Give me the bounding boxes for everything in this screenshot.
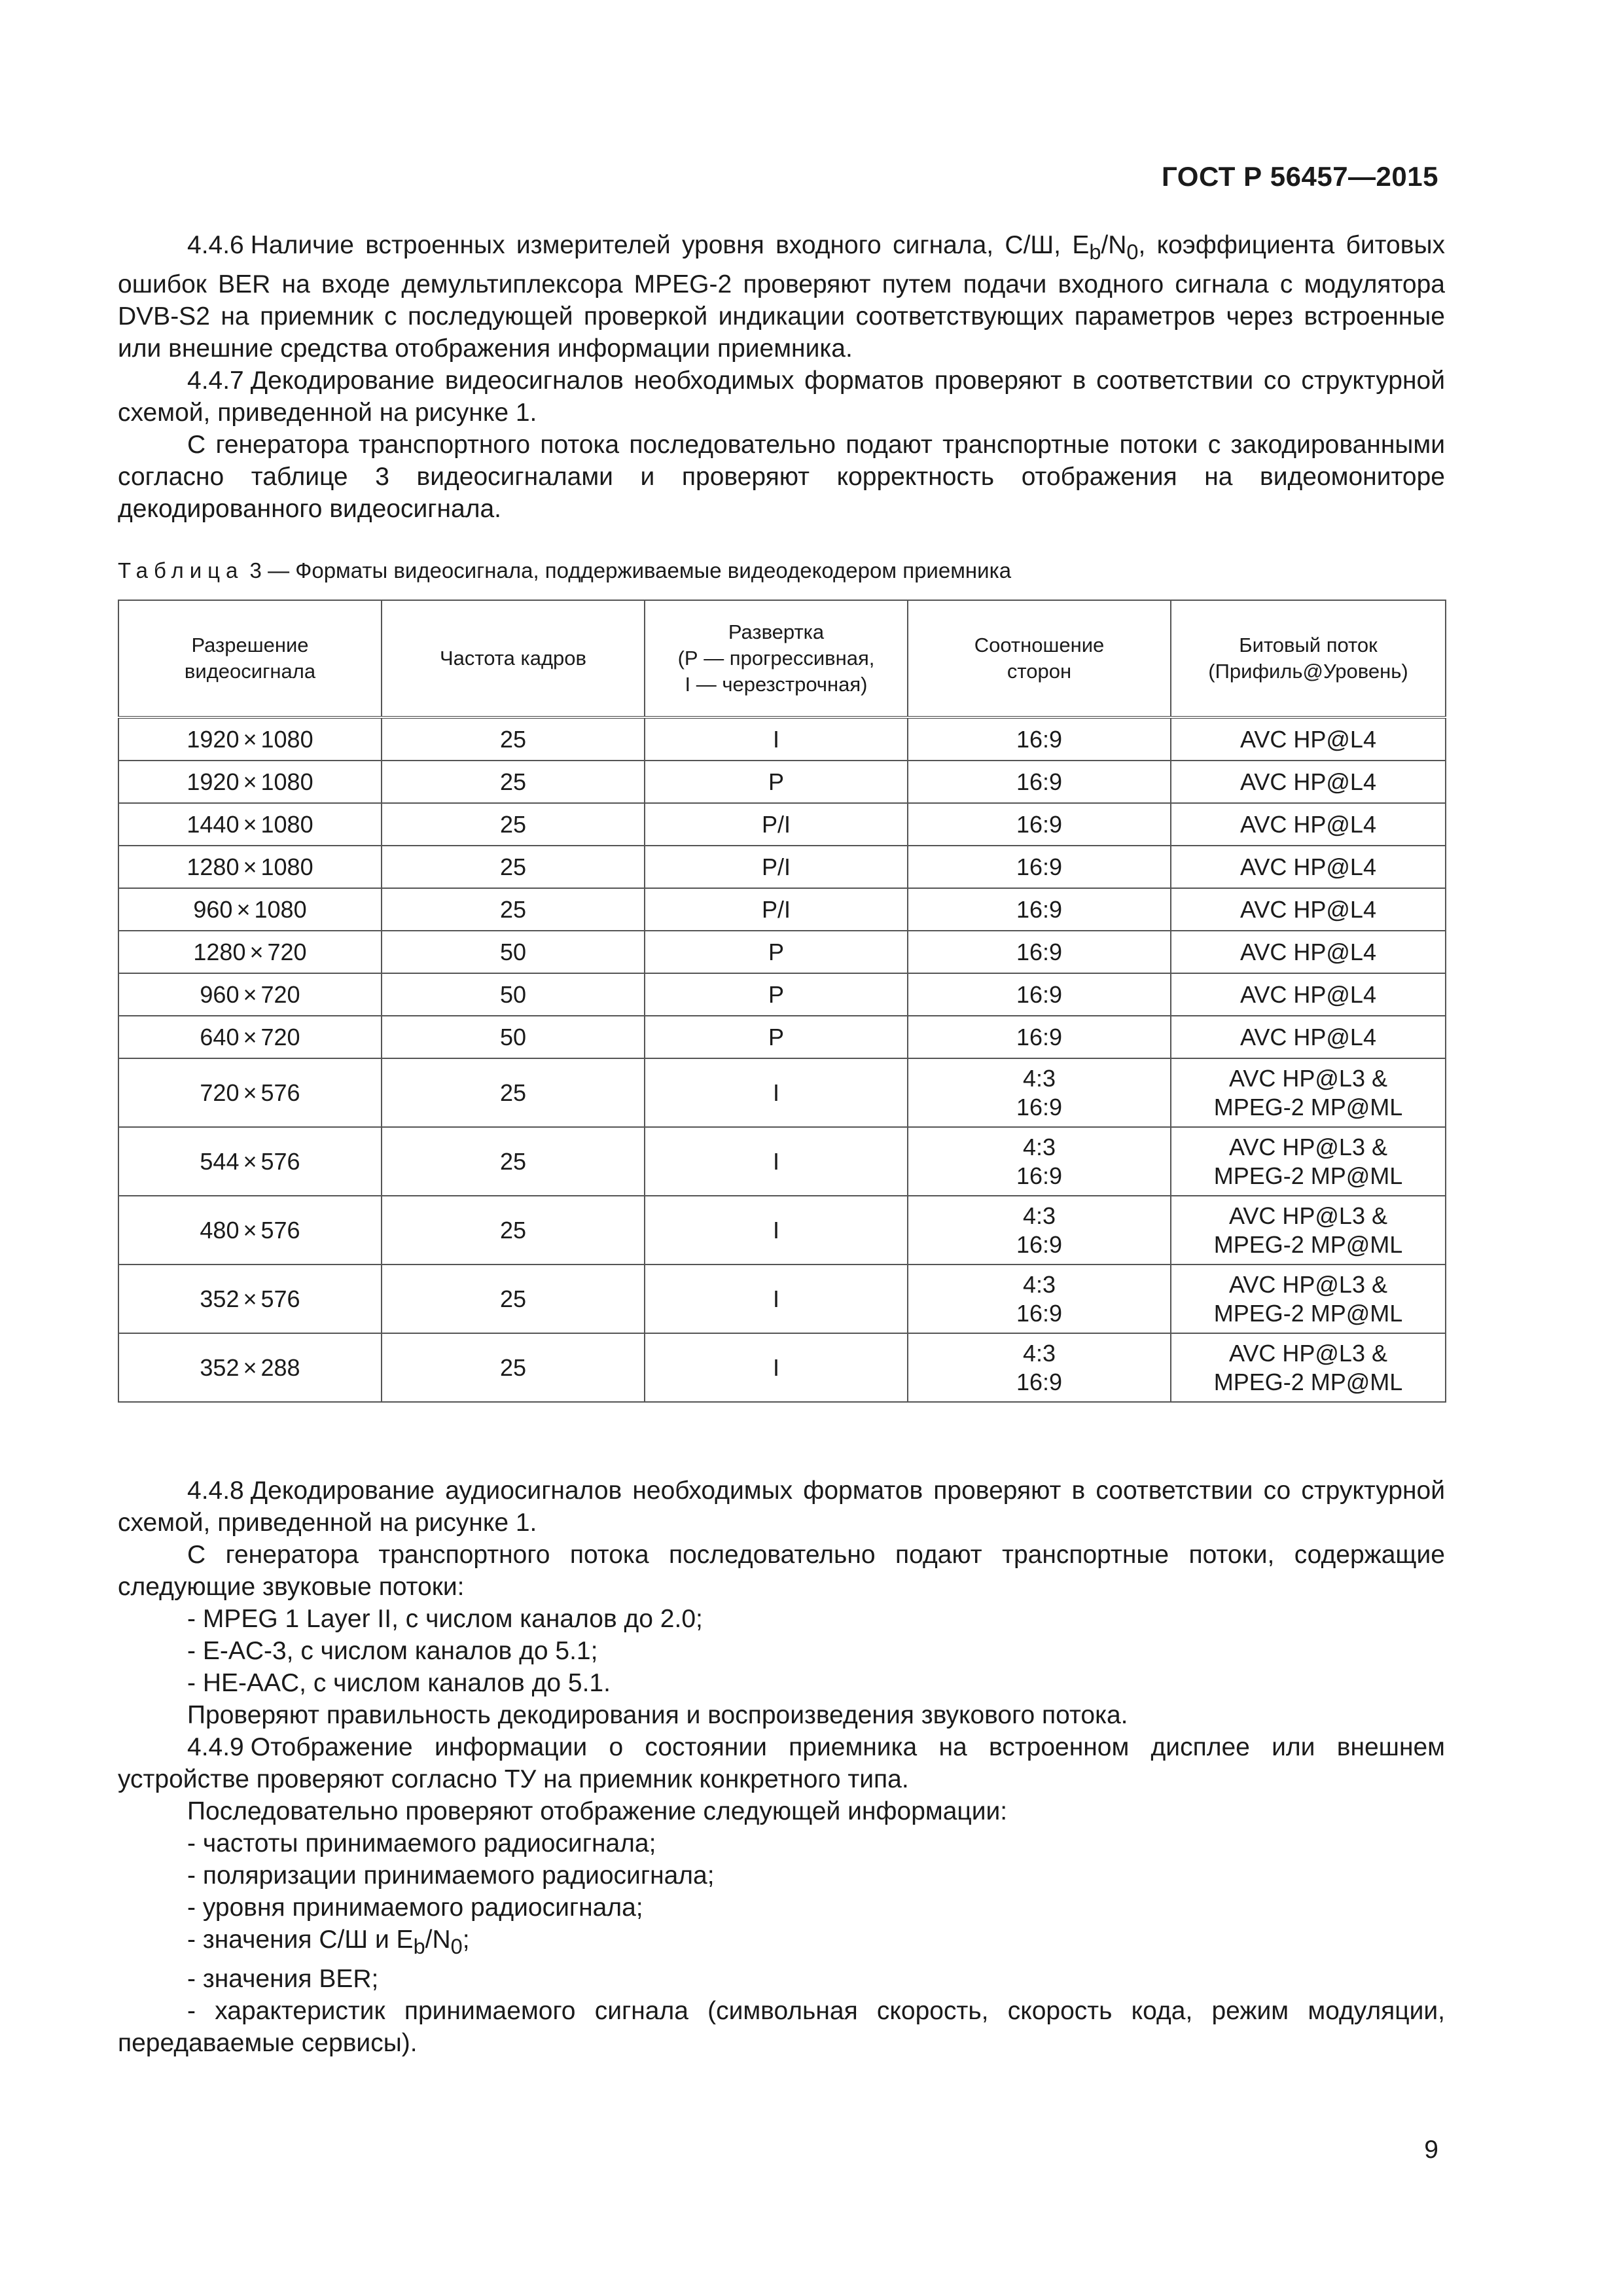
aspect-cell: 16:9 [908, 803, 1171, 846]
clause-number: 4.4.6 [187, 231, 244, 259]
table-row [118, 973, 1446, 1016]
header-bitstream: Битовый поток (Прифиль@Уровень) [1171, 600, 1446, 717]
aspect-cell: 4:3 16:9 [908, 1265, 1171, 1333]
paragraph-4-4-7: 4.4.7 Декодирование видеосигналов необходимых форматов проверяют в соответствии со структурной схемой, приведенной на рисунке 1. [118, 366, 1445, 427]
table-row [118, 1196, 1446, 1265]
aspect-cell: 16:9 [908, 931, 1171, 973]
frame-rate-cell: 25 [382, 1196, 645, 1265]
list-item-last: - характеристик принимаемого сигнала (символьная скорость, скорость кода, режим модуляции, передаваемые сервисы). [118, 1996, 1445, 2057]
scan-cell: I [645, 1265, 908, 1333]
resolution-cell: 1280 × 1080 [118, 846, 382, 888]
aspect-cell: 4:3 16:9 [908, 1127, 1171, 1196]
profile-cell: AVC HP@L3 & MPEG-2 MP@ML [1171, 1196, 1446, 1265]
table-caption-word: Таблица [118, 558, 244, 583]
bottom-text-block [118, 1475, 1445, 2059]
resolution-cell: 1280 × 720 [118, 931, 382, 973]
scan-cell: I [645, 1333, 908, 1402]
paragraph-4-4-9: 4.4.9 Отображение информации о состоянии приемника на встроенном дисплее или внешнем устройстве проверяют согласно ТУ на приемник конкретного типа. [118, 1733, 1445, 1793]
resolution-cell: 1920 × 1080 [118, 761, 382, 803]
resolution-cell: 544 × 576 [118, 1127, 382, 1196]
profile-cell: AVC HP@L4 [1171, 717, 1446, 761]
profile-cell: AVC HP@L3 & MPEG-2 MP@ML [1171, 1058, 1446, 1127]
resolution-cell: 1920 × 1080 [118, 717, 382, 761]
resolution-cell: 960 × 1080 [118, 888, 382, 931]
frame-rate-cell: 25 [382, 846, 645, 888]
frame-rate-cell: 25 [382, 1265, 645, 1333]
aspect-cell: 16:9 [908, 761, 1171, 803]
resolution-cell: 640 × 720 [118, 1016, 382, 1058]
page-number: 9 [1424, 2136, 1438, 2164]
resolution-cell: 720 × 576 [118, 1058, 382, 1127]
frame-rate-cell: 50 [382, 931, 645, 973]
table-row [118, 888, 1446, 931]
table-row [118, 931, 1446, 973]
profile-cell: AVC HP@L4 [1171, 931, 1446, 973]
scan-cell: I [645, 1127, 908, 1196]
list-item: - HE-AAC, с числом каналов до 5.1. [187, 1669, 611, 1697]
frame-rate-cell: 50 [382, 1016, 645, 1058]
table-row [118, 717, 1446, 761]
top-text-block [118, 229, 1445, 525]
table-row [118, 1058, 1446, 1127]
frame-rate-cell: 25 [382, 888, 645, 931]
frame-rate-cell: 25 [382, 717, 645, 761]
scan-cell: I [645, 717, 908, 761]
scan-cell: I [645, 1196, 908, 1265]
resolution-cell: 960 × 720 [118, 973, 382, 1016]
frame-rate-cell: 25 [382, 1333, 645, 1402]
table-row [118, 1265, 1446, 1333]
profile-cell: AVC HP@L4 [1171, 1016, 1446, 1058]
video-formats-table [118, 600, 1446, 1403]
scan-cell: P [645, 973, 908, 1016]
scan-cell: P [645, 931, 908, 973]
scan-cell: P/I [645, 888, 908, 931]
scan-cell: P/I [645, 846, 908, 888]
table-caption-title: 3 — Форматы видеосигнала, поддерживаемые видеодекодером приемника [243, 558, 1012, 583]
scan-cell: P [645, 761, 908, 803]
header-aspect-ratio: Соотношение сторон [908, 600, 1171, 717]
paragraph-4-4-8-transport: С генератора транспортного потока последовательно подают транспортные потоки, содержащие следующие звуковые потоки: [118, 1541, 1445, 1601]
frame-rate-cell: 25 [382, 761, 645, 803]
profile-cell: AVC HP@L3 & MPEG-2 MP@ML [1171, 1127, 1446, 1196]
frame-rate-cell: 25 [382, 1058, 645, 1127]
aspect-cell: 16:9 [908, 888, 1171, 931]
scan-cell: P [645, 1016, 908, 1058]
resolution-cell: 480 × 576 [118, 1196, 382, 1265]
aspect-cell: 16:9 [908, 973, 1171, 1016]
clause-number: 4.4.8 [187, 1477, 244, 1505]
paragraph-4-4-8-check: Проверяют правильность декодирования и воспроизведения звукового потока. [187, 1701, 1128, 1729]
header-resolution: Разрешение видеосигнала [118, 600, 382, 717]
frame-rate-cell: 50 [382, 973, 645, 1016]
aspect-cell: 4:3 16:9 [908, 1333, 1171, 1402]
paragraph-4-4-8: 4.4.8 Декодирование аудиосигналов необходимых форматов проверяют в соответствии со структурной схемой, приведенной на рисунке 1. [118, 1477, 1445, 1537]
aspect-cell: 4:3 16:9 [908, 1058, 1171, 1127]
table-row [118, 1016, 1446, 1058]
list-item: - E-AC-3, с числом каналов до 5.1; [187, 1637, 598, 1665]
table-row [118, 846, 1446, 888]
table-header-row [118, 600, 1446, 717]
profile-cell: AVC HP@L4 [1171, 973, 1446, 1016]
profile-cell: AVC HP@L4 [1171, 761, 1446, 803]
table-row [118, 803, 1446, 846]
list-item: - частоты принимаемого радиосигнала; [187, 1829, 656, 1857]
header-frame-rate: Частота кадров [382, 600, 645, 717]
header-scan: Развертка (Р — прогрессивная, I — черезстрочная) [645, 600, 908, 717]
profile-cell: AVC HP@L4 [1171, 888, 1446, 931]
resolution-cell: 352 × 288 [118, 1333, 382, 1402]
standard-designation: ГОСТ Р 56457—2015 [1162, 161, 1438, 192]
paragraph-4-4-6: 4.4.6 Наличие встроенных измерителей уровня входного сигнала, С/Ш, $E_b/N_0$, коэффициента битовых ошибок BER на входе демультиплексора MPEG-2 проверяют путем подачи входного сигнала с модулятора DVB-S2 на приемник с последующей проверкой индикации соответствующих параметров через встроенные или внешние средства отображения информации приемника. [118, 231, 1445, 363]
table-row [118, 1127, 1446, 1196]
list-item: - значения BER; [187, 1964, 379, 1993]
list-item: - поляризации принимаемого радиосигнала; [187, 1861, 715, 1890]
list-item: - уровня принимаемого радиосигнала; [187, 1893, 643, 1922]
clause-number: 4.4.7 [187, 366, 244, 395]
profile-cell: AVC HP@L3 & MPEG-2 MP@ML [1171, 1333, 1446, 1402]
scan-cell: P/I [645, 803, 908, 846]
aspect-cell: 4:3 16:9 [908, 1196, 1171, 1265]
clause-number: 4.4.9 [187, 1733, 244, 1761]
table-caption [118, 558, 1011, 584]
frame-rate-cell: 25 [382, 803, 645, 846]
aspect-cell: 16:9 [908, 1016, 1171, 1058]
scan-cell: I [645, 1058, 908, 1127]
aspect-cell: 16:9 [908, 846, 1171, 888]
aspect-cell: 16:9 [908, 717, 1171, 761]
profile-cell: AVC HP@L3 & MPEG-2 MP@ML [1171, 1265, 1446, 1333]
frame-rate-cell: 25 [382, 1127, 645, 1196]
paragraph-4-4-7-transport: С генератора транспортного потока последовательно подают транспортные потоки с закодированными согласно таблице 3 видеосигналами и проверяют корректность отображения на видеомониторе декодированного видеосигнала. [118, 430, 1445, 523]
resolution-cell: 1440 × 1080 [118, 803, 382, 846]
paragraph-4-4-9-sequence: Последовательно проверяют отображение следующей информации: [187, 1797, 1008, 1825]
resolution-cell: 352 × 576 [118, 1265, 382, 1333]
list-item: - значения С/Ш и $E_b/N_0$; [187, 1926, 470, 1958]
profile-cell: AVC HP@L4 [1171, 803, 1446, 846]
table-row [118, 761, 1446, 803]
profile-cell: AVC HP@L4 [1171, 846, 1446, 888]
table-row [118, 1333, 1446, 1402]
list-item: - MPEG 1 Layer II, с числом каналов до 2.0; [187, 1605, 703, 1633]
